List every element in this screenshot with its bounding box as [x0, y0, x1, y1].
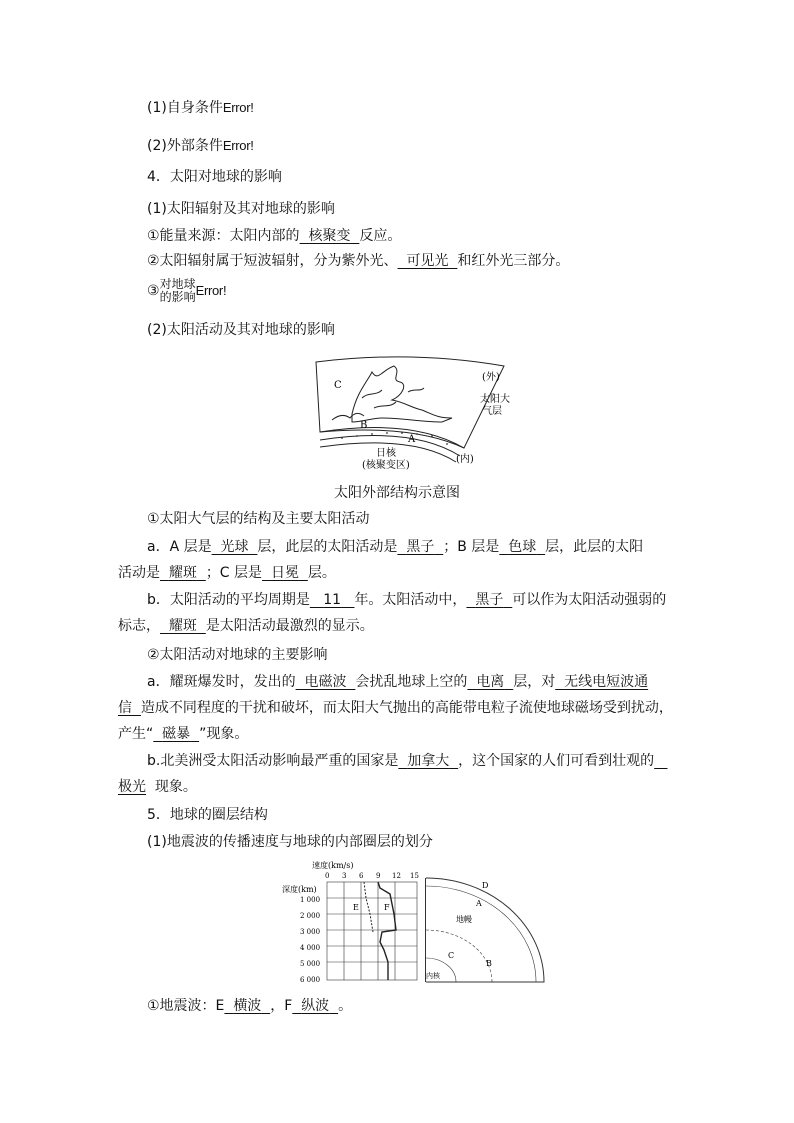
canada-line: b.北美洲受太阳活动影响最严重的国家是 加拿大 ，这个国家的人们可看到壮观的: [147, 753, 655, 769]
label-d: D: [482, 881, 489, 890]
atmosphere-structure-heading: ①太阳大气层的结构及主要太阳活动: [147, 511, 370, 527]
subheading-solar-activity: (2)太阳活动及其对地球的影响: [147, 322, 335, 338]
subheading-seismic: (1)地震波的传播速度与地球的内部圈层的划分: [147, 834, 433, 850]
y-tick: 5 000: [300, 960, 321, 968]
x-tick: 3: [342, 872, 347, 880]
y-tick: 6 000: [300, 976, 321, 984]
layer-b-label: B: [360, 420, 368, 431]
radiation-type-line: ②太阳辐射属于短波辐射，分为紫外光、 可见光 和红外光三部分。: [147, 253, 570, 269]
y-tick: 1 000: [300, 896, 321, 904]
depth-axis-label: 深度(km): [282, 885, 317, 894]
layer-c-label: C: [334, 380, 342, 391]
x-tick: 15: [410, 872, 419, 880]
magnetic-storm-line: 产生“ 磁暴 ”现象。: [118, 726, 249, 742]
outer-label: (外): [482, 372, 500, 383]
core-sub-label: (核聚变区): [362, 460, 410, 471]
x-tick: 0: [325, 872, 330, 880]
line-internal-conditions: (1)自身条件Error!: [147, 100, 254, 116]
flare-sign-line: 标志， 耀斑 是太阳活动最激烈的显示。: [118, 618, 374, 634]
line-external-conditions: (2)外部条件Error!: [147, 138, 254, 154]
heading-earth-layers: 5．地球的圈层结构: [147, 807, 268, 823]
x-tick: 9: [376, 872, 381, 880]
energy-source-line: ①能量来源：太阳内部的 核聚变 反应。: [147, 228, 402, 244]
label-c: C: [448, 951, 455, 960]
seismic-wave-line: ①地震波：E 横波 ，F 纵波 。: [147, 998, 353, 1014]
x-tick: 12: [392, 872, 401, 880]
seismic-diagram: [280, 858, 550, 986]
layer-a-line: a．A 层是 光球 层，此层的太阳活动是 黑子 ；B 层是 色球 层，此层的太阳: [147, 539, 644, 555]
prominence-shape: [352, 366, 452, 422]
figure1-caption: 太阳外部结构示意图: [334, 485, 460, 501]
cycle-line: b．太阳活动的平均周期是 11 年。太阳活动中， 黑子 可以作为太阳活动强弱的: [147, 592, 667, 608]
wave-f-curve: [378, 882, 396, 980]
atmosphere-label-1: 太阳大: [480, 394, 510, 405]
wave-e-curve: [364, 882, 373, 932]
y-tick: 4 000: [300, 944, 321, 952]
y-tick: 3 000: [300, 928, 321, 936]
wave-f-label: F: [384, 903, 390, 912]
subheading-solar-radiation: (1)太阳辐射及其对地球的影响: [147, 201, 335, 217]
wave-e-label: E: [353, 903, 359, 912]
activity-impact-heading: ②太阳活动对地球的主要影响: [147, 647, 328, 663]
y-tick: 2 000: [300, 912, 321, 920]
label-a: A: [476, 899, 482, 908]
label-b: B: [486, 959, 492, 968]
flare-impact-line: a．耀斑爆发时，发出的 电磁波 会扰乱地球上空的 电离 层，对 无线电短波通: [147, 674, 649, 690]
aurora-line: 极光 现象。: [118, 779, 197, 795]
label-mantle: 地幔: [456, 915, 472, 924]
core-label: 日核: [376, 448, 396, 459]
heading-sun-effects: 4．太阳对地球的影响: [147, 169, 282, 185]
speed-axis-label: 速度(km/s): [312, 861, 354, 870]
impact-on-earth-line: ③对地球 的影响Error!: [147, 277, 227, 304]
layer-activity-line: 活动是 耀斑 ；C 层是 日冕 层。: [118, 565, 336, 581]
x-tick: 6: [359, 872, 364, 880]
layer-a-label: A: [408, 434, 416, 445]
label-inner-core: 内核: [426, 972, 440, 980]
atmosphere-label-2: 气层: [482, 406, 502, 417]
sun-structure-diagram: [312, 352, 512, 474]
inner-label: (内): [456, 454, 474, 465]
interference-line: 信 造成不同程度的干扰和破坏，而太阳大气抛出的高能带电粒子流使地球磁场受到扰动，: [118, 700, 673, 716]
